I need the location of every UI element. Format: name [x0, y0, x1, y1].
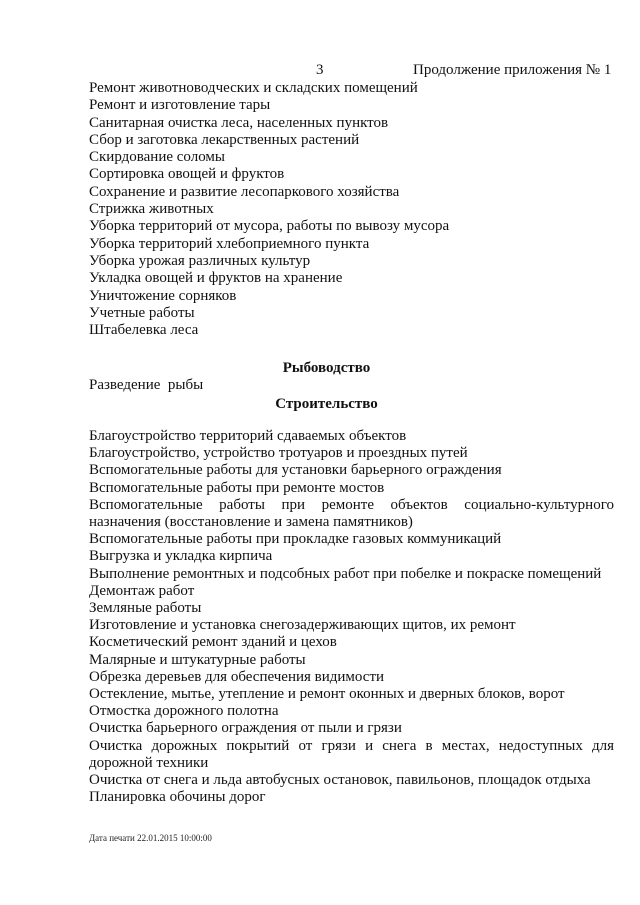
list-item: Ремонт и изготовление тары — [89, 97, 271, 114]
list-item: Благоустройство, устройство тротуаров и проездных путей — [89, 445, 468, 462]
list-item: Косметический ремонт зданий и цехов — [89, 634, 337, 651]
list-item: Выполнение ремонтных и подсобных работ при побелке и покраске помещений — [89, 565, 602, 582]
construction-work-list — [89, 428, 614, 806]
list-item: Уборка территорий хлебоприемного пункта — [89, 235, 370, 252]
list-item: Обрезка деревьев для обеспечения видимости — [89, 668, 385, 685]
list-item: Очистка дорожных покрытий от грязи и снега в местах, недоступных для дорожной техники — [89, 737, 614, 771]
list-item: Отмостка дорожного полотна — [89, 703, 279, 720]
list-item: Уборка урожая различных культур — [89, 252, 311, 269]
list-item: Разведение рыбы — [89, 377, 204, 393]
list-item: Скирдование соломы — [89, 149, 225, 166]
list-item: Вспомогательные работы при ремонте объектов социально-культурного назначения (восстановление и замена памятников) — [89, 496, 614, 531]
list-item: Малярные и штукатурные работы — [89, 651, 306, 668]
list-item: Стрижка животных — [89, 201, 214, 218]
list-item: Сохранение и развитие лесопаркового хозяйства — [89, 183, 400, 200]
list-item: Благоустройство территорий сдаваемых объектов — [89, 428, 407, 444]
list-item: Планировка обочины дорог — [89, 789, 266, 806]
list-item: Вспомогательные работы при ремонте мостов — [89, 479, 385, 496]
list-item: Штабелевка леса — [89, 322, 199, 339]
list-item: Земляные работы — [89, 600, 202, 617]
list-item: Остекление, мытье, утепление и ремонт оконных и дверных блоков, ворот — [89, 686, 565, 703]
list-item: Очистка барьерного ограждения от пыли и грязи — [89, 720, 402, 737]
section-heading-construction: Строительство — [275, 396, 378, 412]
list-item: Вспомогательные работы для установки барьерного ограждения — [89, 462, 502, 479]
list-item: Очистка от снега и льда автобусных остановок, павильонов, площадок отдыха — [89, 772, 591, 789]
list-item: Вспомогательные работы при прокладке газовых коммуникаций — [89, 531, 502, 548]
list-item: Уничтожение сорняков — [89, 287, 237, 304]
print-date: Дата печати 22.01.2015 10:00:00 — [89, 833, 212, 843]
appendix-continuation-label: Продолжение приложения № 1 — [413, 62, 612, 78]
page-number: 3 — [316, 62, 324, 78]
list-item: Уборка территорий от мусора, работы по вывозу мусора — [89, 218, 450, 235]
list-item: Сбор и заготовка лекарственных растений — [89, 131, 360, 148]
list-item: Ремонт животноводческих и складских помещений — [89, 80, 418, 96]
list-item: Санитарная очистка леса, населенных пунктов — [89, 114, 389, 131]
list-item: Учетные работы — [89, 304, 195, 321]
section-heading-fish-farming: Рыбоводство — [282, 360, 371, 376]
list-item: Сортировка овощей и фруктов — [89, 166, 285, 183]
general-work-list — [89, 80, 614, 339]
list-item: Выгрузка и укладка кирпича — [89, 548, 273, 565]
list-item: Изготовление и установка снегозадерживающих щитов, их ремонт — [89, 617, 516, 634]
list-item: Демонтаж работ — [89, 582, 195, 599]
list-item: Укладка овощей и фруктов на хранение — [89, 270, 343, 287]
